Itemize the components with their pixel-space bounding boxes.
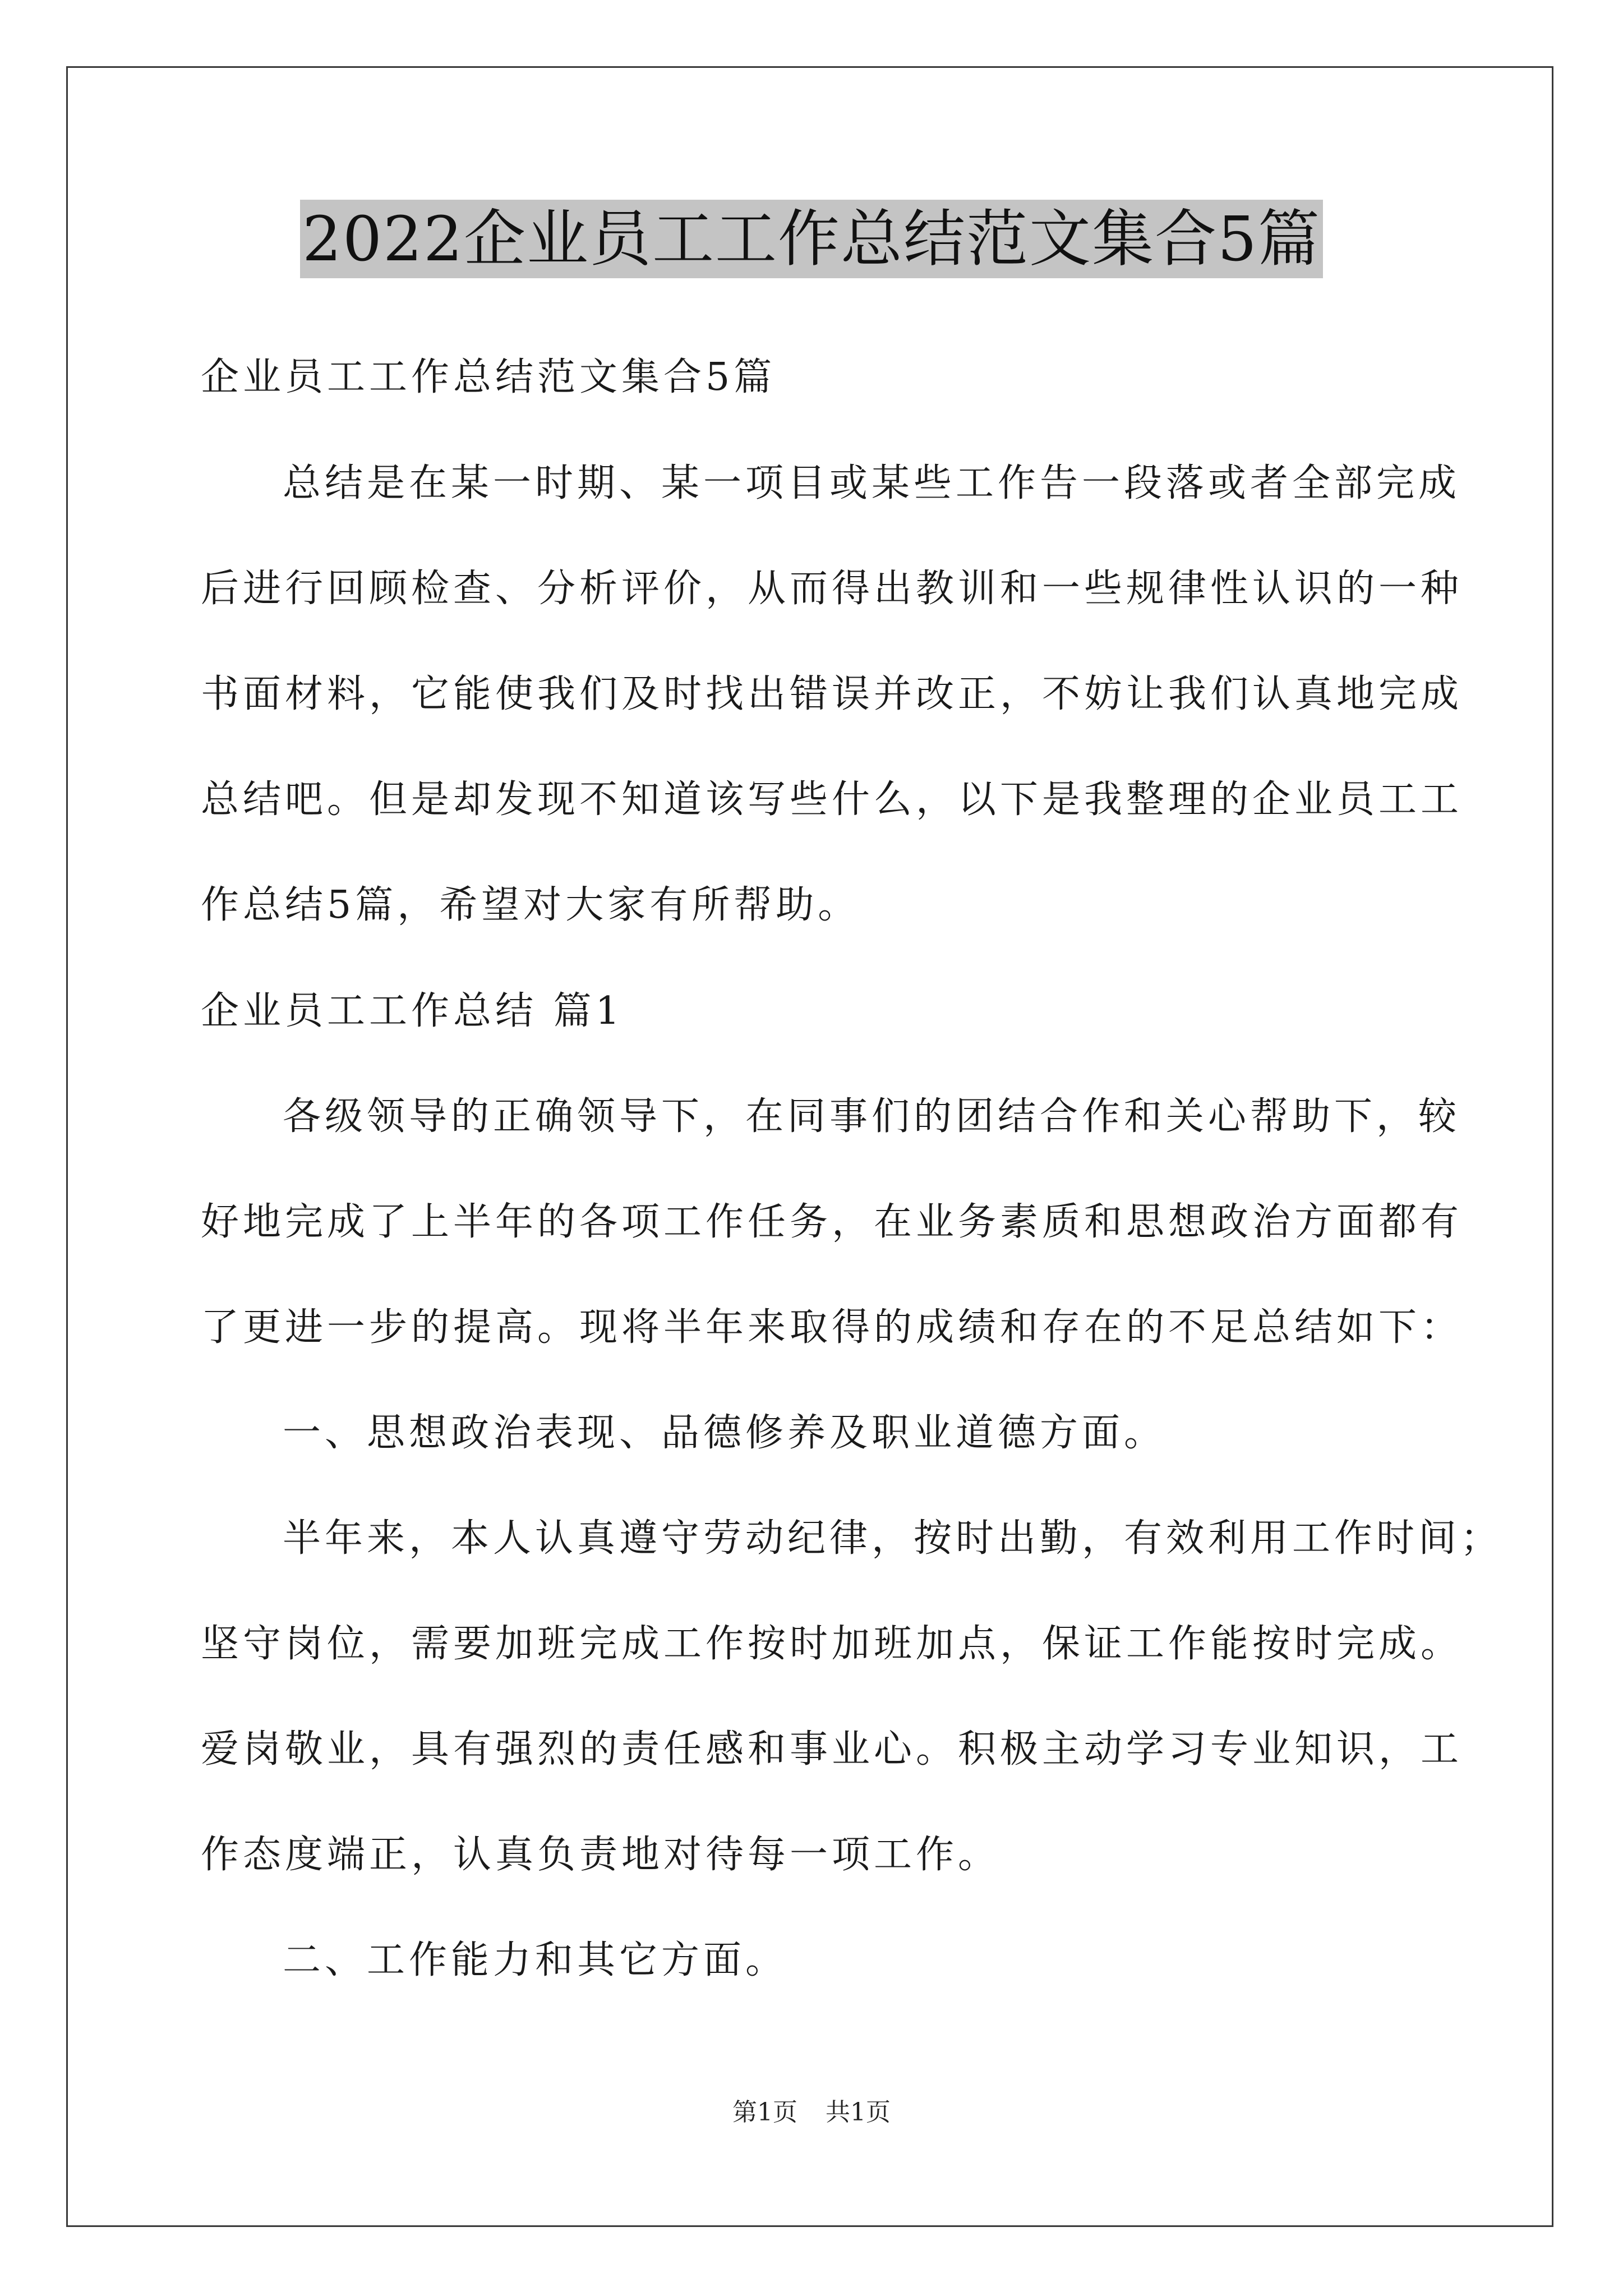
paragraph-line: 作态度端正，认真负责地对待每一项工作。 bbox=[201, 1833, 1000, 1877]
title-wrap bbox=[0, 200, 1623, 278]
paragraph-line: 好地完成了上半年的各项工作任务，在业务素质和思想政治方面都有 bbox=[201, 1200, 1463, 1244]
paragraph-line: 后进行回顾检查、分析评价，从而得出教训和一些规律性认识的一种 bbox=[201, 567, 1463, 611]
page-number: 第1页 bbox=[732, 2098, 797, 2127]
paragraph-line: 一、思想政治表现、品德修养及职业道德方面。 bbox=[283, 1411, 1166, 1455]
page-total: 共1页 bbox=[826, 2098, 891, 2127]
paragraph-line: 爱岗敬业，具有强烈的责任感和事业心。积极主动学习专业知识，工 bbox=[201, 1727, 1463, 1772]
paragraph-line: 各级领导的正确领导下，在同事们的团结合作和关心帮助下，较 bbox=[283, 1094, 1461, 1139]
paragraph-line: 总结是在某一时期、某一项目或某些工作告一段落或者全部完成 bbox=[283, 461, 1461, 505]
section-heading: 企业员工工作总结 篇1 bbox=[201, 989, 624, 1033]
paragraph-line: 总结吧。但是却发现不知道该写些什么，以下是我整理的企业员工工 bbox=[201, 777, 1463, 822]
subtitle-line: 企业员工工作总结范文集合5篇 bbox=[201, 355, 776, 399]
page-footer bbox=[0, 2096, 1623, 2129]
paragraph-line: 半年来，本人认真遵守劳动纪律，按时出勤，有效利用工作时间； bbox=[283, 1516, 1503, 1561]
paragraph-line: 坚守岗位，需要加班完成工作按时加班加点，保证工作能按时完成。 bbox=[201, 1622, 1463, 1666]
paragraph-line: 作总结5篇，希望对大家有所帮助。 bbox=[201, 883, 860, 927]
document-title: 2022企业员工工作总结范文集合5篇 bbox=[300, 200, 1323, 278]
paragraph-line: 书面材料，它能使我们及时找出错误并改正，不妨让我们认真地完成 bbox=[201, 672, 1463, 716]
paragraph-line: 二、工作能力和其它方面。 bbox=[283, 1938, 788, 1982]
paragraph-line: 了更进一步的提高。现将半年来取得的成绩和存在的不足总结如下： bbox=[201, 1305, 1463, 1350]
